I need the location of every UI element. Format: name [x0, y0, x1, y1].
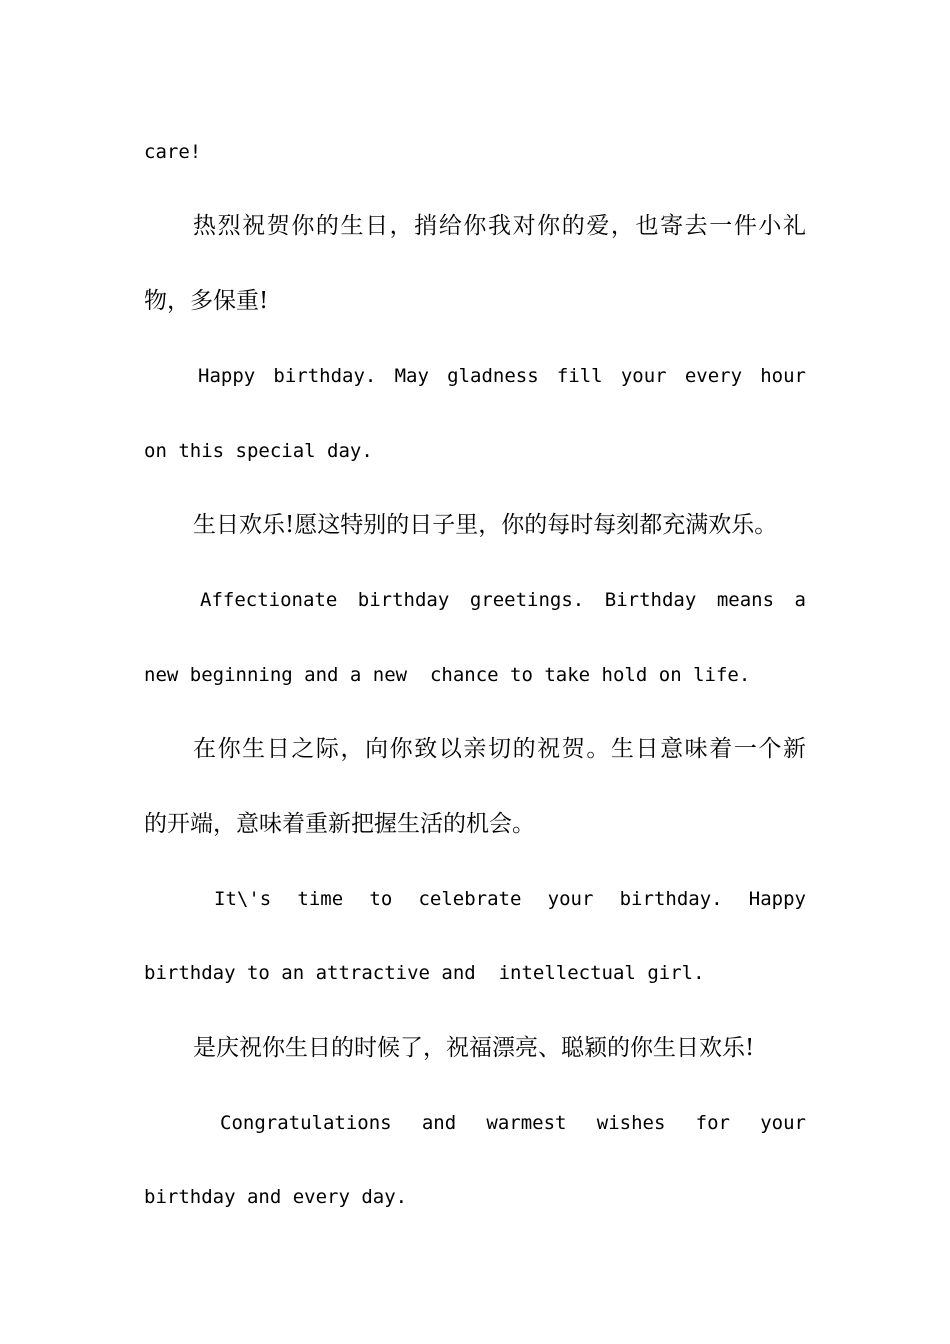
text-line-15: birthday and every day.	[144, 1186, 408, 1208]
text-line-4: Happy birthday. May gladness fill your every hour	[198, 365, 806, 387]
text-line-10: 的开端，意味着重新把握生活的机会。	[144, 811, 535, 837]
text-line-2: 热烈祝贺你的生日，捎给你我对你的爱，也寄去一件小礼	[193, 213, 806, 239]
text-line-8: new beginning and a new chance to take hold on life.	[144, 664, 751, 686]
text-line-12: birthday to an attractive and intellectual girl.	[144, 962, 705, 984]
text-line-13: 是庆祝你生日的时候了，祝福漂亮、聪颖的你生日欢乐!	[193, 1035, 755, 1061]
text-line-1: care!	[144, 141, 202, 163]
text-line-5: on this special day.	[144, 440, 373, 462]
text-line-3: 物，多保重!	[144, 288, 269, 314]
text-line-9: 在你生日之际，向你致以亲切的祝贺。生日意味着一个新	[193, 736, 806, 762]
text-line-11: It\'s time to celebrate your birthday. Happy	[214, 888, 806, 910]
text-line-14: Congratulations and warmest wishes for your	[220, 1112, 806, 1134]
text-line-6: 生日欢乐!愿这特别的日子里，你的每时每刻都充满欢乐。	[193, 512, 778, 538]
text-line-7: Affectionate birthday greetings. Birthday means a	[200, 589, 806, 611]
